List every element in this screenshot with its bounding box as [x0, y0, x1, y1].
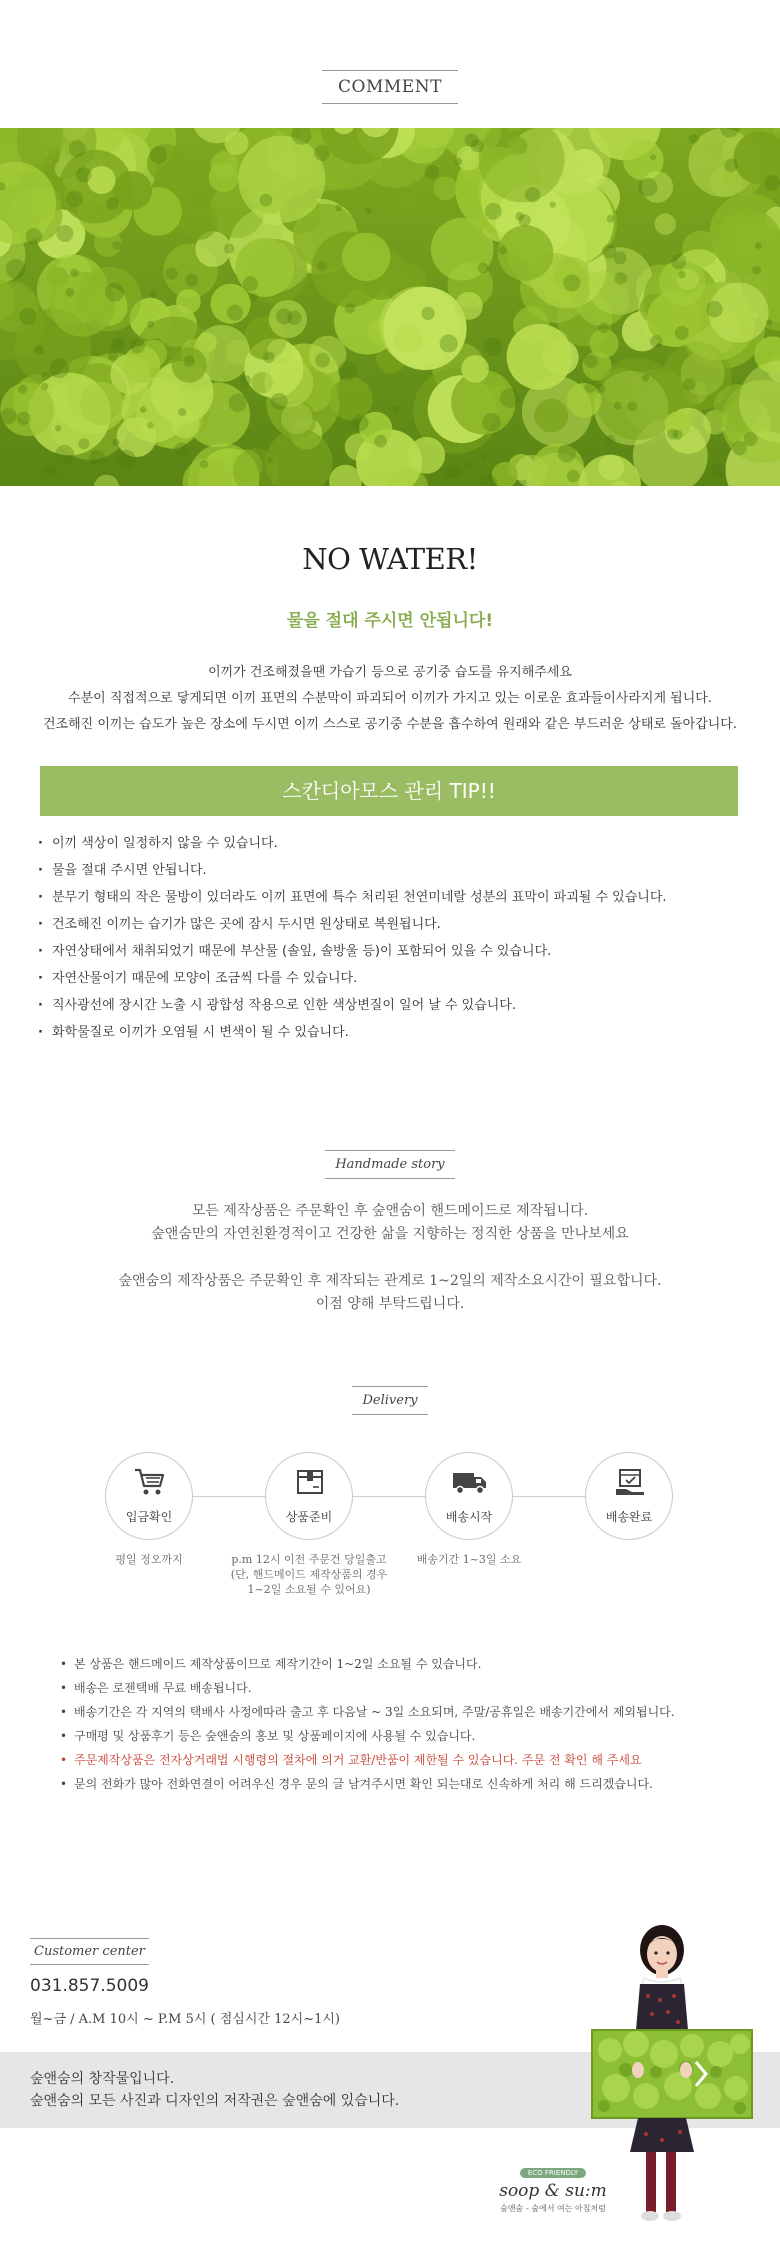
step-desc-line: 평일 정오까지 [115, 1553, 183, 1566]
delivery-note: • 본 상품은 핸드메이드 제작상품이므로 제작기간이 1~2일 소요될 수 있습니다. [60, 1652, 760, 1676]
moss-shadow [174, 443, 189, 458]
moss-shadow [250, 293, 258, 301]
moss-clump [50, 272, 115, 337]
step-label: 입금확인 [125, 1510, 173, 1524]
moss-shadow [710, 463, 726, 479]
moss-shadow [55, 425, 61, 431]
moss-shadow [500, 388, 520, 408]
tip-item: · 이끼 색상이 일정하지 않을 수 있습니다. [38, 830, 738, 857]
delivery-step-payment [59, 1452, 239, 1567]
moss-shadow [689, 134, 699, 144]
moss-shadow [584, 355, 597, 368]
moss-shadow [112, 439, 120, 447]
moss-shadow [69, 140, 86, 157]
moss-shadow [550, 201, 556, 207]
moss-clump [715, 209, 780, 277]
moss-shadow [483, 337, 502, 356]
customer-center-hours: 월~금 / A.M 10시 ~ P.M 5시 ( 점심시간 12시~1시) [30, 2012, 340, 2027]
brand-tagline: 숲앤숨 - 숲에서 여는 아침처럼 [500, 2204, 606, 2213]
moss-shadow [365, 208, 371, 214]
moss-shadow [706, 301, 723, 318]
handmade-tag: Handmade story [325, 1150, 454, 1179]
moss-shadow [130, 338, 145, 353]
story-line: 이점 양해 부탁드립니다. [315, 1296, 465, 1312]
moss-shadow [607, 215, 615, 223]
step-desc-line: 배송기간 1~3일 소요 [416, 1553, 522, 1566]
moss-shadow [675, 326, 689, 340]
story-paragraph [0, 1270, 780, 1316]
moss-clump [88, 166, 116, 194]
moss-shadow [440, 334, 458, 352]
moss-shadow [263, 351, 275, 363]
moss-shadow [374, 435, 387, 448]
moss-clump [394, 324, 423, 353]
delivery-notes [60, 1652, 760, 1796]
tip-list [38, 830, 738, 1046]
step-desc-line: 1~2일 소요될 수 있어요) [247, 1583, 371, 1596]
tip-item: · 분무기 형태의 작은 물방이 있더라도 이끼 표면에 특수 처리된 천연미네랄 성분의 표막이 파괴될 수 있습니다. [38, 884, 738, 911]
delivery-note-warning: • 주문제작상품은 전자상거래법 시행령의 절차에 의거 교환/반품이 제한될 수 있습니다. 주문 전 확인 해 주세요 [60, 1748, 760, 1772]
tip-item: · 물을 절대 주시면 안됩니다. [38, 857, 738, 884]
moss-shadow [317, 261, 327, 271]
moss-shadow [17, 412, 30, 425]
moss-shadow [106, 197, 119, 210]
step-label: 배송시작 [445, 1510, 493, 1524]
moss-shadow [671, 254, 686, 269]
moss-shadow [66, 191, 83, 208]
moss-shadow [352, 415, 369, 432]
moss-shadow [499, 246, 507, 254]
moss-shadow [471, 139, 484, 152]
moss-shadow [525, 187, 540, 202]
moss-clump [394, 190, 421, 217]
moss-photo [0, 128, 780, 486]
moss-shadow [227, 305, 243, 321]
moss-shadow [45, 465, 58, 478]
moss-clump [598, 455, 624, 481]
comment-heading [0, 70, 780, 104]
moss-shadow [108, 351, 118, 361]
story-paragraph [0, 1200, 780, 1246]
intro-line: 수분이 직접적으로 닿게되면 이끼 표면의 수분막이 파괴되어 이끼가 가지고 있는 이로운 효과들이사라지게 됩니다. [68, 691, 712, 706]
moss-shadow [150, 146, 168, 164]
moss-shadow [76, 167, 92, 183]
intro-line: 건조해진 이끼는 습도가 높은 장소에 두시면 이끼 스스로 공기중 수분을 흡수하여 원래와 같은 부드러운 상태로 돌아갑니다. [42, 717, 738, 732]
moss-shadow [150, 291, 157, 298]
moss-shadow [335, 204, 342, 211]
moss-shadow [755, 242, 762, 249]
moss-shadow [642, 374, 649, 381]
brand-logo [488, 2160, 618, 2214]
moss-shadow [70, 269, 78, 277]
moss-clump [534, 399, 568, 433]
no-water-description [0, 660, 780, 738]
copyright-line: 숲앤숨의 창작물입니다. [30, 2071, 175, 2087]
moss-shadow [117, 450, 136, 469]
intro-line: 이끼가 건조해졌을땐 가습기 등으로 공기중 습도를 유지해주세요 [208, 665, 572, 680]
moss-shadow [66, 288, 75, 297]
moss-shadow [41, 372, 50, 381]
moss-shadow [229, 394, 247, 412]
moss-shadow [266, 456, 273, 463]
moss-shadow [185, 274, 198, 287]
moss-shadow [271, 393, 288, 410]
moss-clump [80, 382, 124, 426]
moss-shadow [464, 461, 472, 469]
moss-clump [461, 355, 489, 383]
delivery-note: • 배송은 로젠택배 무료 배송됩니다. [60, 1676, 760, 1700]
moss-shadow [425, 165, 440, 180]
delivery-note: • 구매평 및 상품후기 등은 숲앤숨의 홍보 및 상품페이지에 사용될 수 있습니다. [60, 1724, 760, 1748]
delivery-step-shipping [379, 1452, 559, 1567]
moss-illustration [0, 128, 780, 486]
story-line: 숲앤숨의 제작상품은 주문확인 후 제작되는 관계로 1~2일의 제작소요시간이 필요합니다. [118, 1273, 662, 1289]
moss-shadow [732, 441, 747, 456]
delivery-heading [0, 1386, 780, 1415]
moss-shadow [224, 243, 234, 253]
step-desc [59, 1552, 239, 1567]
moss-shadow [105, 283, 124, 302]
moss-clump [433, 177, 457, 201]
moss-shadow [481, 453, 487, 459]
tip-item: · 직사광선에 장시간 노출 시 광합성 작용으로 인한 색상변질이 일어 날 수 있습니다. [38, 992, 738, 1019]
moss-shadow [393, 405, 401, 413]
moss-shadow [614, 402, 622, 410]
moss-shadow [338, 361, 357, 380]
moss-shadow [667, 429, 678, 440]
story-line: 모든 제작상품은 주문확인 후 숲앤숨이 핸드메이드로 제작됩니다. [191, 1203, 589, 1219]
moss-shadow [240, 375, 251, 386]
handmade-story [0, 1200, 780, 1316]
moss-shadow [78, 438, 89, 449]
moss-shadow [558, 444, 576, 462]
package-hand-icon [614, 1467, 648, 1497]
moss-shadow [18, 384, 28, 394]
moss-clump [455, 292, 483, 320]
moss-shadow [724, 159, 737, 172]
delivery-tag: Delivery [352, 1386, 427, 1415]
customer-center-phone: 031.857.5009 [30, 1976, 149, 1996]
copyright-line: 숲앤숨의 모든 사진과 디자인의 저작권은 숲앤숨에 있습니다. [30, 2093, 400, 2109]
moss-clump [176, 289, 201, 314]
tip-item: · 자연산물이기 때문에 모양이 조금씩 다를 수 있습니다. [38, 965, 738, 992]
moss-shadow [259, 194, 272, 207]
step-circle [425, 1452, 513, 1540]
moss-shadow [315, 353, 330, 368]
moss-shadow [0, 408, 16, 424]
moss-shadow [752, 266, 761, 275]
step-desc [219, 1552, 399, 1597]
moss-shadow [19, 308, 36, 325]
comment-title: COMMENT [322, 70, 458, 104]
moss-shadow [147, 321, 154, 328]
moss-shadow [638, 178, 657, 197]
delivery-step-complete [539, 1452, 719, 1552]
step-label: 배송완료 [605, 1510, 653, 1524]
tip-banner: 스칸디아모스 관리 TIP!! [40, 766, 738, 816]
moss-shadow [112, 241, 121, 250]
moss-shadow [34, 345, 44, 355]
moss-shadow [57, 225, 74, 242]
moss-clump [383, 287, 466, 370]
moss-shadow [678, 271, 686, 279]
moss-clump [507, 324, 573, 390]
moss-shadow [455, 158, 462, 165]
delivery-step-preparing [219, 1452, 399, 1597]
step-label: 상품준비 [285, 1510, 333, 1524]
moss-shadow [6, 259, 26, 279]
moss-shadow [41, 383, 49, 391]
moss-shadow [584, 382, 595, 393]
moss-clump [655, 213, 676, 234]
moss-shadow [89, 450, 105, 466]
moss-clump [209, 163, 239, 193]
moss-shadow [650, 335, 663, 348]
moss-shadow [140, 406, 147, 413]
brand-name: soop & su:m [499, 2181, 607, 2201]
tip-item: · 건조해진 이끼는 습기가 많은 곳에 잠시 두시면 원상태로 복원됩니다. [38, 911, 738, 938]
moss-shadow [650, 154, 656, 160]
moss-shadow [627, 401, 637, 411]
step-circle [585, 1452, 673, 1540]
moss-shadow [766, 319, 772, 325]
truck-icon [452, 1467, 488, 1497]
no-water-title: NO WATER! [302, 542, 478, 576]
eco-friendly-badge: ECO FRIENDLY [520, 2168, 586, 2178]
cart-icon [134, 1467, 166, 1497]
copyright-text [30, 2068, 399, 2112]
moss-shadow [276, 308, 292, 324]
moss-clump [238, 136, 325, 223]
moss-shadow [567, 470, 580, 483]
moss-shadow [615, 272, 627, 284]
moss-shadow [178, 408, 186, 416]
handmade-heading [0, 1150, 780, 1179]
moss-clump [342, 233, 390, 281]
moss-shadow [563, 274, 580, 291]
moss-shadow [605, 435, 615, 445]
moss-clump [225, 131, 249, 155]
delivery-note: • 배송기간은 각 지역의 택배사 사정에따라 출고 후 다음날 ~ 3일 소요되며, 주말/공휴일은 배송기간에서 제외됩니다. [60, 1700, 760, 1724]
moss-shadow [485, 203, 502, 220]
box-icon [294, 1467, 326, 1497]
moss-shadow [314, 145, 330, 161]
moss-shadow [55, 445, 74, 464]
moss-shadow [183, 355, 194, 366]
moss-shadow [764, 175, 780, 191]
moss-shadow [50, 358, 70, 378]
step-desc-line: (단, 핸드메이드 제작상품의 경우 [230, 1568, 388, 1581]
no-water-subtitle: 물을 절대 주시면 안됩니다! [286, 611, 494, 631]
delivery-note: • 문의 전화가 많아 전화연결이 어려우신 경우 문의 글 남겨주시면 확인 되는대로 신속하게 처리 해 드리겠습니다. [60, 1772, 760, 1796]
moss-shadow [200, 460, 208, 468]
tip-item: · 자연상태에서 채취되었기 때문에 부산물 (솔잎, 솔방울 등)이 포함되어 있을 수 있습니다. [38, 938, 738, 965]
moss-shadow [147, 422, 154, 429]
tip-item: · 화학물질로 이끼가 오염될 시 변색이 될 수 있습니다. [38, 1019, 738, 1046]
customer-center-label: Customer center [30, 1938, 149, 1965]
moss-shadow [602, 244, 616, 258]
moss-shadow [482, 413, 501, 432]
moss-clump [181, 202, 219, 240]
step-circle [265, 1452, 353, 1540]
moss-shadow [345, 303, 355, 313]
moss-clump [408, 437, 445, 474]
step-desc [379, 1552, 559, 1567]
story-line: 숲앤숨만의 자연친환경적이고 건강한 삶을 지향하는 정직한 상품을 만나보세요 [151, 1226, 629, 1242]
moss-shadow [683, 378, 695, 390]
moss-shadow [26, 228, 43, 245]
step-desc-line: p.m 12시 이전 주문건 당일출고 [231, 1553, 387, 1566]
moss-shadow [595, 384, 605, 394]
moss-shadow [111, 337, 125, 351]
moss-shadow [515, 212, 524, 221]
moss-shadow [598, 323, 609, 334]
moss-shadow [444, 465, 457, 478]
step-circle [105, 1452, 193, 1540]
moss-shadow [744, 432, 758, 446]
moss-shadow [478, 263, 489, 274]
moss-shadow [166, 268, 178, 280]
moss-shadow [243, 276, 258, 291]
moss-shadow [421, 307, 434, 320]
